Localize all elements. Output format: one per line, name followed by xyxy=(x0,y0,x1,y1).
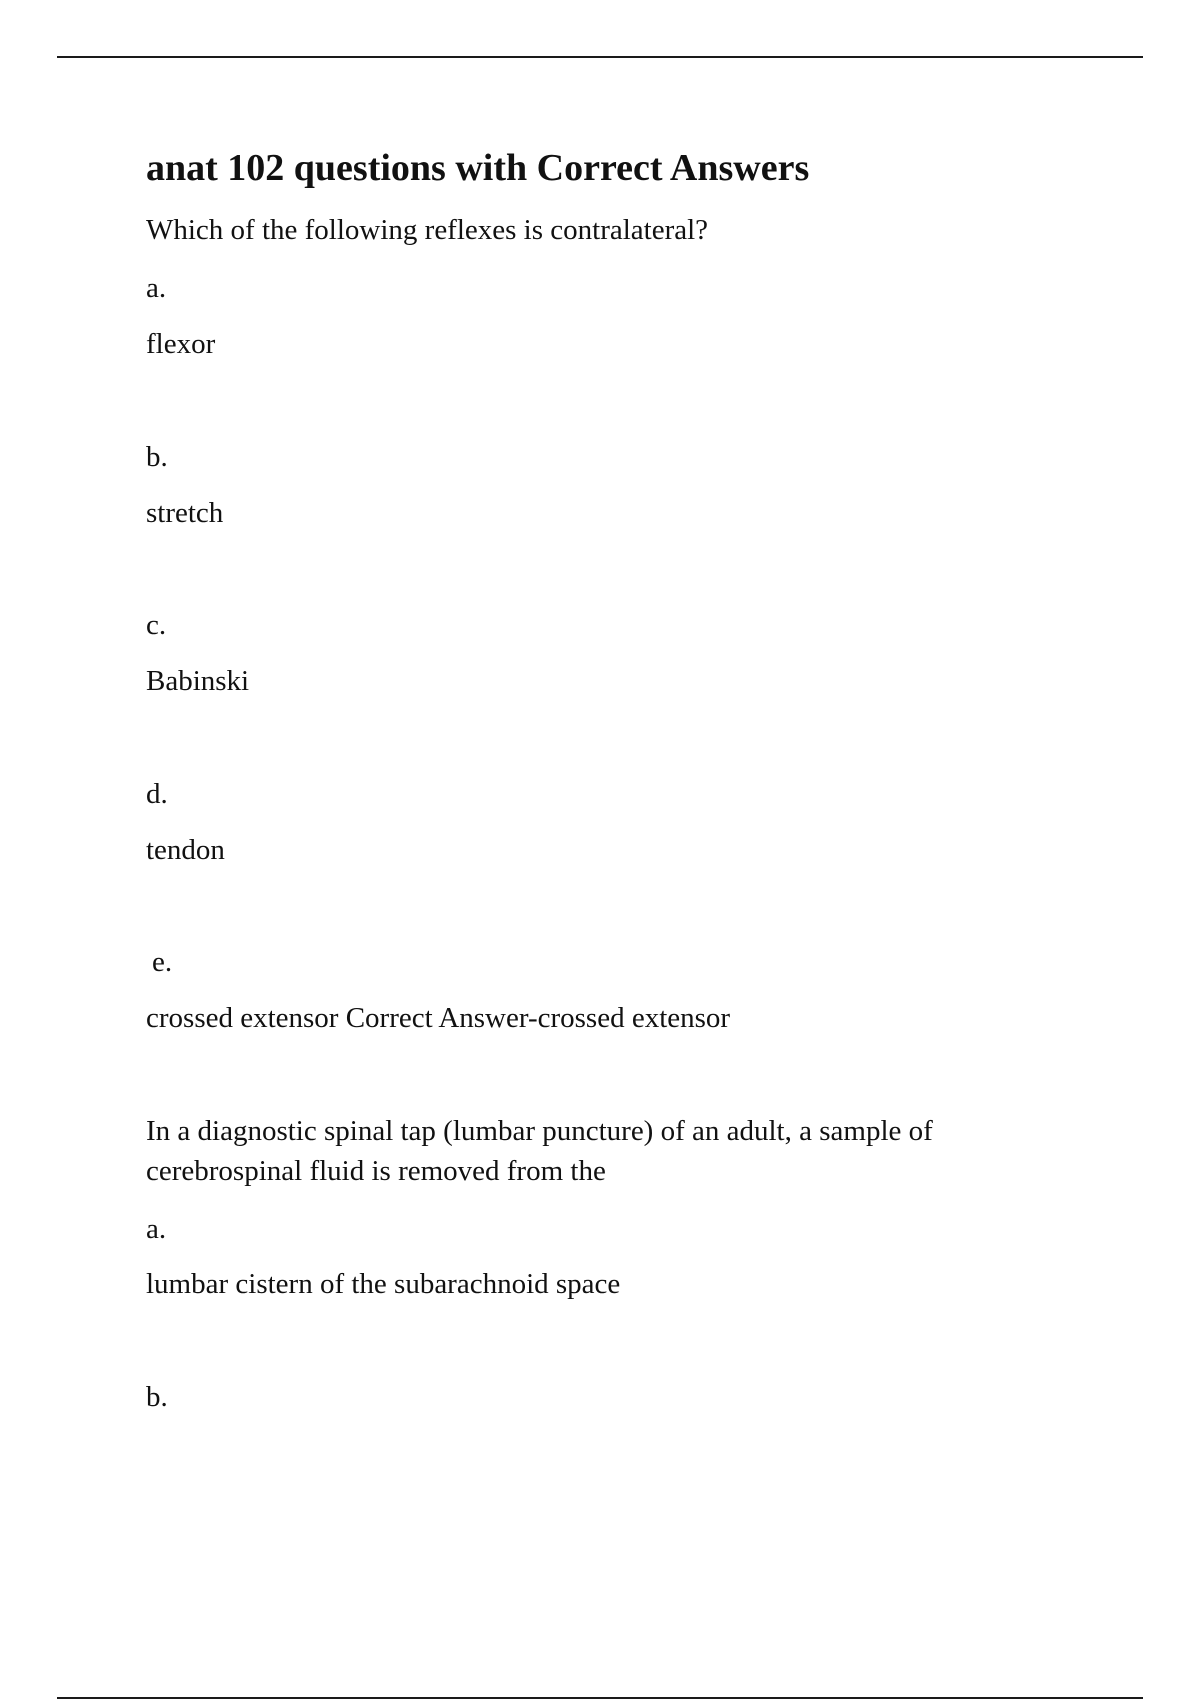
question-1-option-b-letter: b. xyxy=(146,441,168,473)
page-title: anat 102 questions with Correct Answers xyxy=(146,147,810,189)
question-1-option-d-text: tendon xyxy=(146,834,225,866)
question-2-prompt-line-2: cerebrospinal fluid is removed from the xyxy=(146,1155,606,1187)
question-1-option-a-letter: a. xyxy=(146,272,167,304)
question-1-option-e-letter: e. xyxy=(152,946,173,978)
question-2-option-a-letter: a. xyxy=(146,1213,167,1245)
question-1-prompt: Which of the following reflexes is contralateral? xyxy=(146,214,709,246)
question-2-option-b-letter: b. xyxy=(146,1381,168,1413)
question-1-option-c-letter: c. xyxy=(146,609,167,641)
question-1-option-d-letter: d. xyxy=(146,778,168,810)
header-rule xyxy=(57,56,1143,58)
question-1-option-b-text: stretch xyxy=(146,497,224,529)
question-2-option-a-text: lumbar cistern of the subarachnoid space xyxy=(146,1268,621,1300)
footer-rule xyxy=(57,1697,1143,1699)
question-1-option-e-text: crossed extensor Correct Answer-crossed extensor xyxy=(146,1002,731,1034)
question-2-prompt-line-1: In a diagnostic spinal tap (lumbar puncture) of an adult, a sample of xyxy=(146,1115,933,1147)
question-1-option-a-text: flexor xyxy=(146,328,216,360)
question-1-option-c-text: Babinski xyxy=(146,665,250,697)
